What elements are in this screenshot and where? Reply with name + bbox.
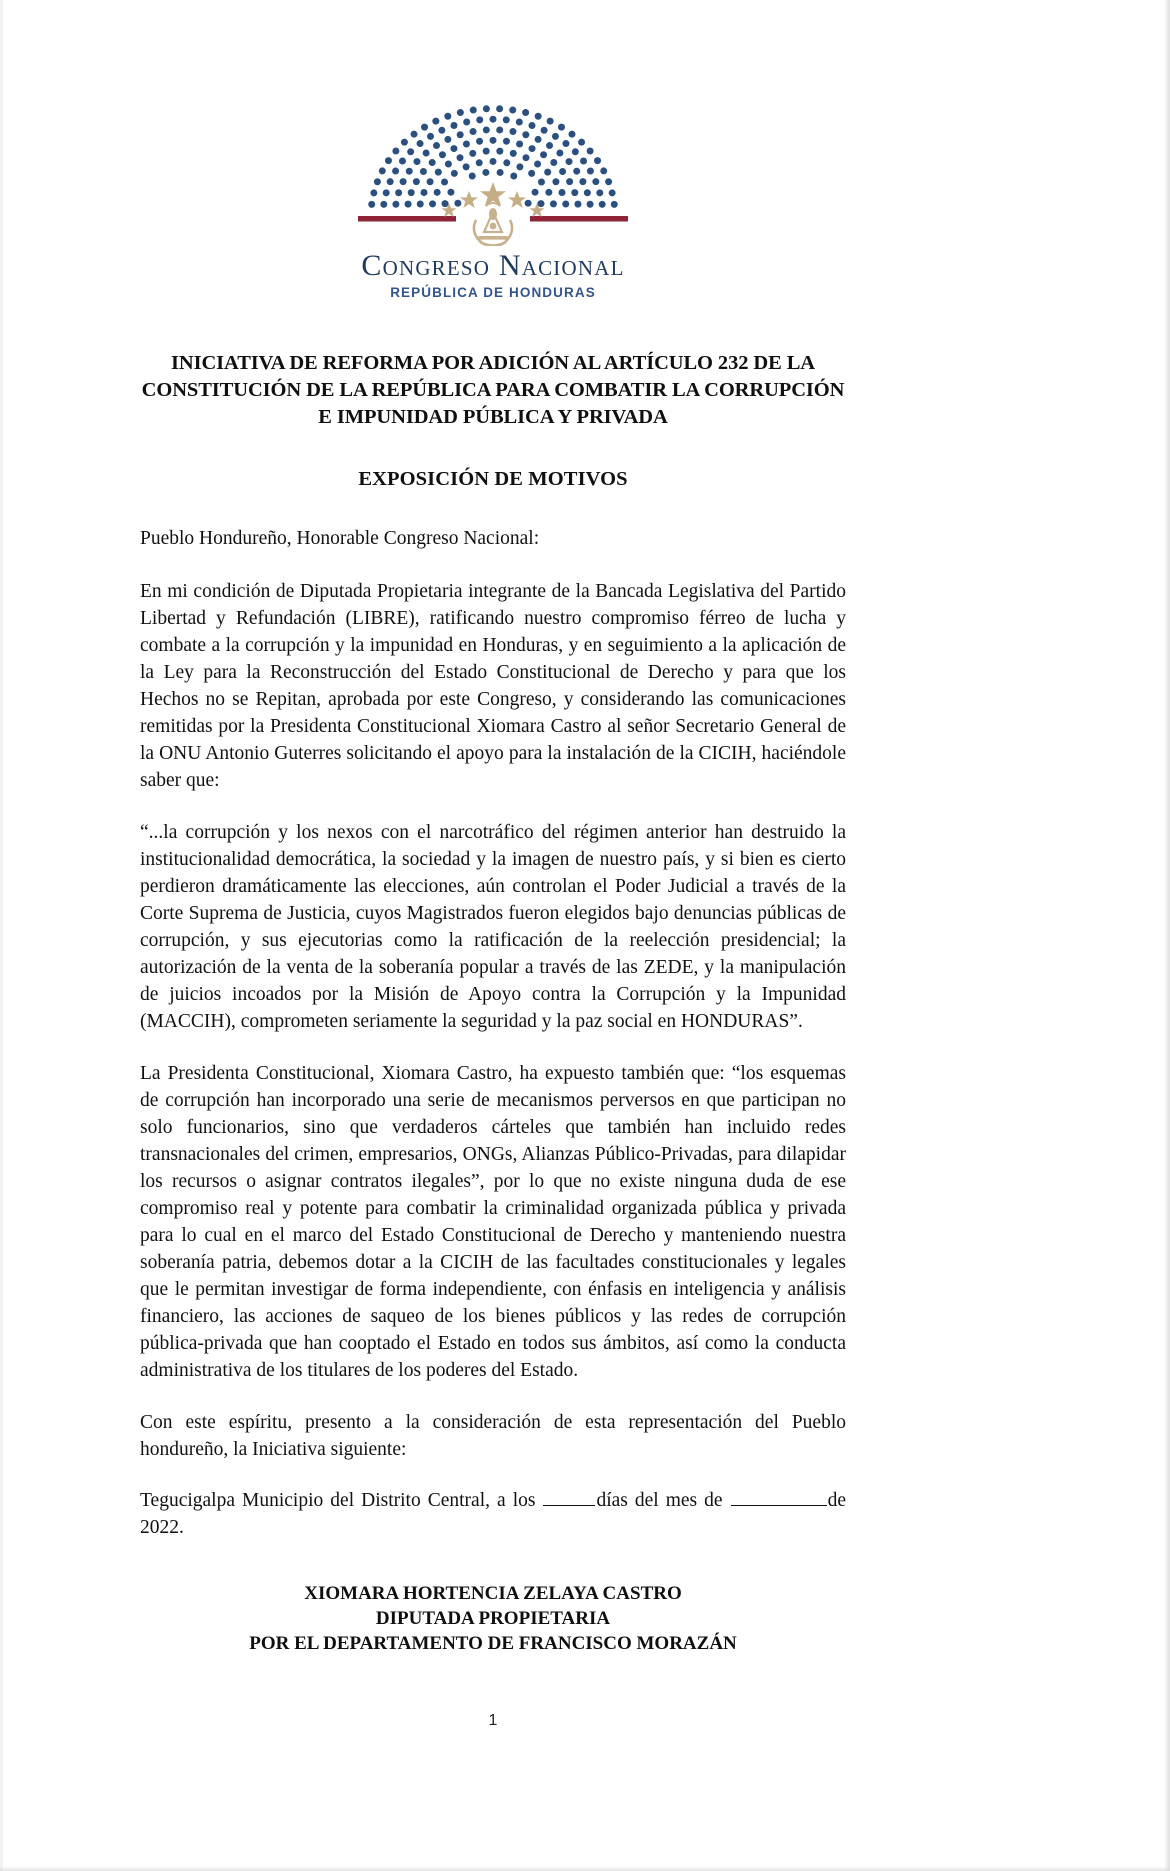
paragraph-cierre: Con este espíritu, presento a la consideración de esta representación del Pueblo hondureño, la Iniciativa siguiente: xyxy=(140,1411,846,1460)
paragraph-presidenta-cita: La Presidenta Constitucional, Xiomara Castro, ha expuesto también que: “los esquemas de corrupción han incorporado una serie de mecanismos perversos en que participan no solo funcionarios, sino que verdaderos cárteles que también han incluido redes transnacionales del crimen, empresarios, ONGs, Alianzas Público-Privadas, para dilapidar los recursos o asignar contratos ilegales”, por lo que no existe ninguna duda de ese compromiso real y potente para combatir la criminalidad organizada pública y privada para lo cual en el marco del Estado Constitucional de Derecho y manteniendo nuestra soberanía patria, debemos dotar a la CICIH de las facultades constitucionales y legales que le permitan investigar de forma independiente, con énfasis en inteligencia y análisis financiero, las acciones de saqueo de los bienes públicos y las redes de corrupción pública-privada que han cooptado el Estado en todos sus ámbitos, así como la conducta administrativa de los titulares de los poderes del Estado. xyxy=(140,1062,846,1381)
dateline-month-blank[interactable] xyxy=(731,1487,827,1506)
dateline-middle: días del mes de xyxy=(596,1489,730,1511)
document-content xyxy=(140,0,846,1730)
congress-hemicycle-logo-icon xyxy=(328,86,658,246)
dateline-suffix: de xyxy=(827,1489,846,1511)
signature-name: XIOMARA HORTENCIA ZELAYA CASTRO xyxy=(304,1582,682,1604)
dateline-year: 2022. xyxy=(140,1516,184,1538)
paragraph-cita-onu: “...la corrupción y los nexos con el narcotráfico del régimen anterior han destruido la institucionalidad democrática, la sociedad y la imagen de nuestro país, y si bien es cierto perdieron dramáticamente las elecciones, aún controlan el Poder Judicial a través de la Corte Suprema de Justicia, cuyos Magistrados fueron elegidos bajo denuncias públicas de corrupción, y sus ejecutorias como la ratificación de la reelección presidencial; la autorización de la venta de la soberanía popular a través de las ZEDE, y la manipulación de juicios incoados por la Misión de Apoyo contra la Corrupción y la Impunidad (MACCIH), comprometen seriamente la seguridad y la paz social en HONDURAS”. xyxy=(140,821,846,1032)
section-heading-exposicion: EXPOSICIÓN DE MOTIVOS xyxy=(358,467,628,490)
paragraph-antecedentes: En mi condición de Diputada Propietaria integrante de la Bancada Legislativa del Partido Libertad y Refundación (LIBRE), ratificando nuestro compromiso férreo de lucha y combate a la corrupción y la impunidad en Honduras, y en seguimiento a la aplicación de la Ley para la Reconstrucción del Estado Constitucional de Derecho y para que los Hechos no se Repitan, aprobada por este Congreso, y considerando las comunicaciones remitidas por la Presidenta Constitucional Xiomara Castro al señor Secretario General de la ONU Antonio Guterres solicitando el apoyo para la instalación de la CICIH, haciéndole saber que: xyxy=(140,580,846,791)
scan-edge-right xyxy=(1164,0,1170,1871)
organization-name: Congreso Nacional xyxy=(361,249,625,282)
salutation: Pueblo Hondureño, Honorable Congreso Nacional: xyxy=(140,527,540,549)
signature-role: DIPUTADA PROPIETARIA xyxy=(375,1607,611,1629)
dateline-day-blank[interactable] xyxy=(543,1487,595,1506)
organization-subtitle: REPÚBLICA DE HONDURAS xyxy=(390,284,596,300)
dateline xyxy=(140,1487,846,1541)
scan-edge-left xyxy=(0,0,3,1871)
signature-block xyxy=(140,1581,846,1657)
signature-department: POR EL DEPARTAMENTO DE FRANCISCO MORAZÁN xyxy=(249,1633,737,1655)
page-number: 1 xyxy=(488,1712,498,1730)
scan-edge-bottom xyxy=(0,1866,1170,1871)
letterhead xyxy=(140,0,846,300)
dateline-prefix: Tegucigalpa Municipio del Distrito Central, a los xyxy=(140,1489,543,1511)
document-title: INICIATIVA DE REFORMA POR ADICIÓN AL ARTÍCULO 232 DE LA CONSTITUCIÓN DE LA REPÚBLICA PARA COMBATIR LA CORRUPCIÓN E IMPUNIDAD PÚBLICA Y PRIVADA xyxy=(141,351,845,428)
